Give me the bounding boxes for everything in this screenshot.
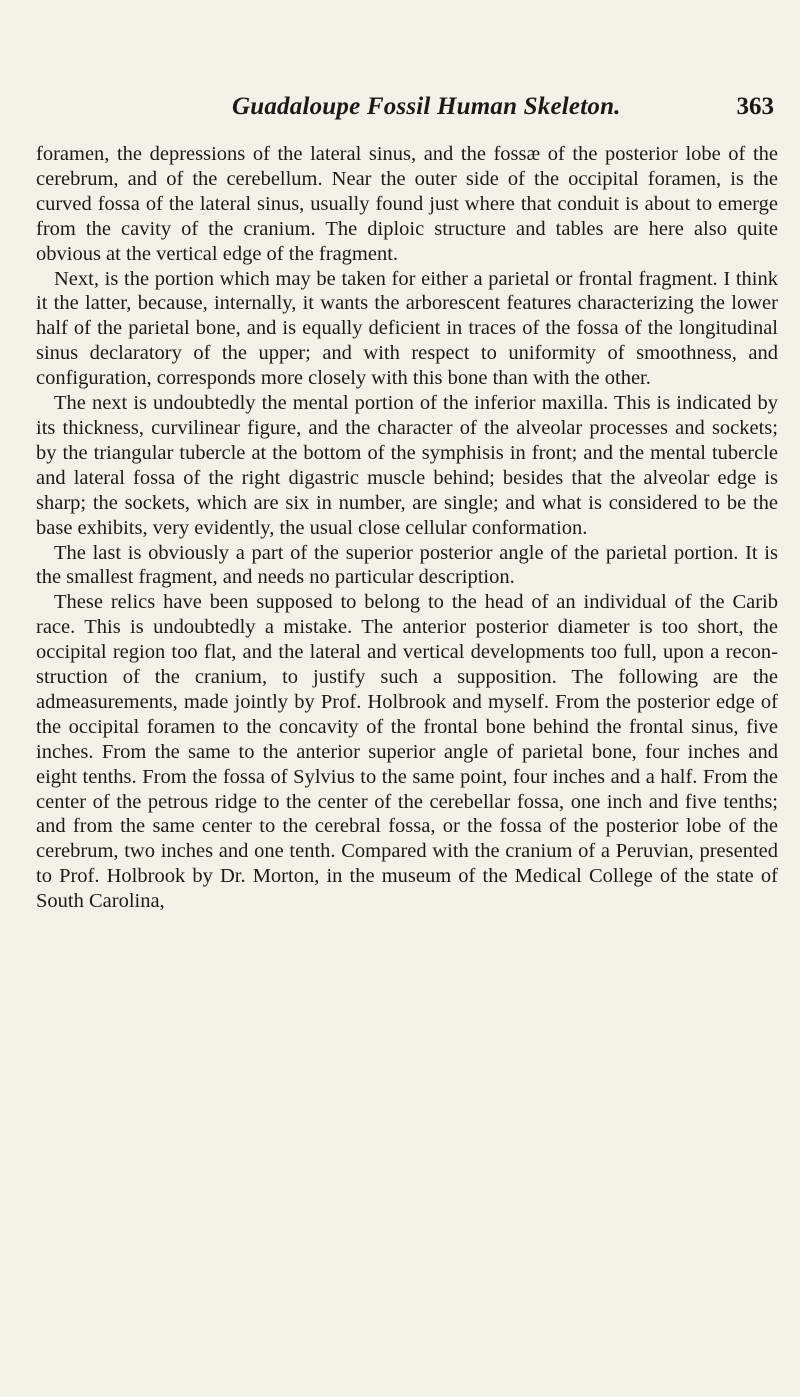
page-number: 363 [736,93,774,120]
paragraph-frontal-fragment: Next, is the portion which may be taken for either a parietal or frontal fragment. I think it the latter, because, internally, it wants the arborescent features characterizing the lower half of the parietal bone, and is equally deficient in traces of the fossa of the longitudinal sinus declaratory of the upper; and with respect to uniformity of smoothness, and configuration, corresponds more closely with this bone than with the other. [36,267,778,390]
running-head [232,93,774,123]
paragraph-inferior-maxilla: The next is undoubtedly the mental portion of the inferior maxilla. This is indicated by its thickness, curvilinear figure, and the character of the alveolar processes and sockets; by the triangular tubercle at the bottom of the symphisis in front; and the mental tubercle and lateral fossa of the right digastric muscle behind; besides that the alveolar edge is sharp; the sockets, which are six in number, are single; and what is considered to be the base exhibits, very evidently, the usual close cellular conformation. [36,392,778,539]
body-text [36,142,778,914]
paragraph-parietal-portion: The last is obviously a part of the superior posterior angle of the parietal portion. It is the smallest fragment, and needs no particular description. [36,541,778,589]
paragraph-continued: foramen, the depressions of the lateral sinus, and the fossæ of the posterior lobe of the cerebrum, and of the cerebellum. Near the outer side of the occipital foramen, is the curved fossa of the lateral sinus, usually found just where that conduit is about to emerge from the cavity of the cranium. The diploic structure and tables are here also quite obvious at the vertical edge of the fragment. [36,143,778,265]
paragraph-carib-race: These relics have been supposed to belong to the head of an individual of the Carib race. This is undoubtedly a mistake. The anterior posterior diameter is too short, the occipital region too flat, and the lateral and vertical developments too full, upon a reconstruction of the cranium, to justify such a supposition. The following are the admeasurements, made jointly by Prof. Holbrook and myself. From the posterior edge of the occipital foramen to the concavity of the frontal bone behind the frontal sinus, five inches. From the same to the anterior superior angle of parietal bone, four inches and eight tenths. From the fossa of Sylvius to the same point, four inches and a half. From the center of the petrous ridge to the center of the cerebellar fossa, one inch and five tenths; and from the same center to the cerebral fossa, or the fossa of the posterior lobe of the cerebrum, two inches and one tenth. Compared with the cranium of a Peruvian, presented to Prof. Holbrook by Dr. Morton, in the museum of the Medical College of the state of South Carolina, [36,591,778,913]
running-title: Guadaloupe Fossil Human Skeleton. [232,93,621,120]
